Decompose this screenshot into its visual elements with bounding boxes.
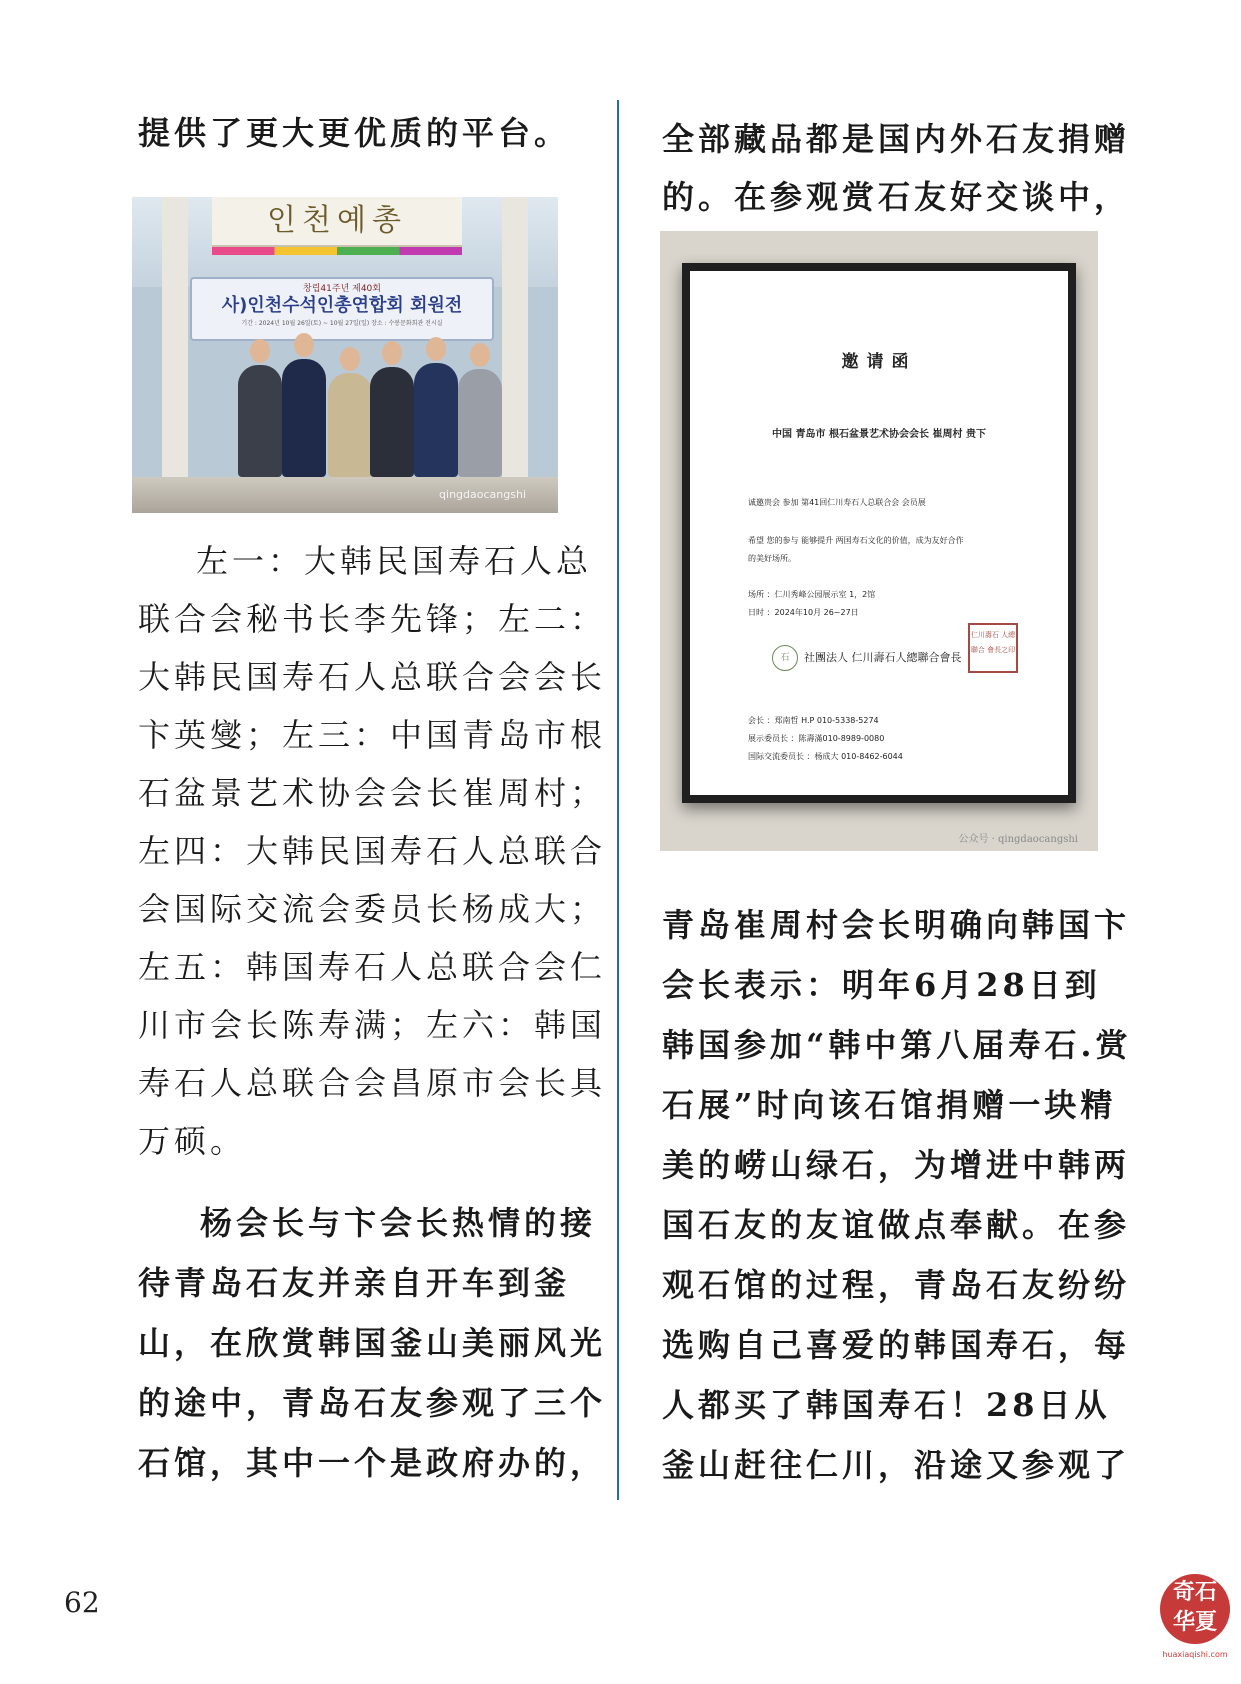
column-divider xyxy=(617,100,619,1500)
invitation-watermark: 公众号 · qingdaocangshi xyxy=(958,834,1078,845)
paragraph-line: 的。在参观赏石友好交谈中， xyxy=(662,178,1131,216)
paragraph-line: 国石友的友谊做点奉献。在参 xyxy=(662,1206,1131,1244)
caption-line: 联合会秘书长李先锋；左二： xyxy=(138,600,607,638)
invitation-addressee: 中国 青岛市 根石盆景艺术协会会长 崔周村 贵下 xyxy=(772,429,986,440)
picture-frame xyxy=(682,263,1076,803)
photo-watermark: qingdaocangshi xyxy=(439,488,526,501)
paragraph-line: 美的崂山绿石，为增进中韩两 xyxy=(662,1146,1131,1184)
stamp-bottom-text: 华夏 xyxy=(1172,1610,1217,1635)
invitation-line: 诚邀贵会 参加 第41回仁川寿石人总联合会 会员展 xyxy=(748,498,926,507)
paragraph-line: 韩国参加“韩中第八届寿石.赏 xyxy=(662,1026,1132,1064)
building-sign: 인천예총 xyxy=(212,197,462,249)
invitation-title: 邀请函 xyxy=(841,352,917,372)
org-logo-icon: 石 xyxy=(772,645,798,671)
group-photo xyxy=(132,197,558,513)
exhibition-banner xyxy=(190,277,494,341)
site-logo-stamp xyxy=(1160,1574,1230,1666)
paragraph-line: 观石馆的过程，青岛石友纷纷 xyxy=(662,1266,1131,1304)
paragraph-line: 待青岛石友并亲自开车到釜 xyxy=(138,1264,571,1302)
paragraph-line: 石馆，其中一个是政府办的， xyxy=(138,1444,607,1482)
paragraph-line: 会长表示：明年6月28日到 xyxy=(662,966,1101,1004)
paragraph-line: 的途中，青岛石友参观了三个 xyxy=(138,1384,607,1422)
paragraph-line: 全部藏品都是国内外石友捐赠 xyxy=(662,120,1131,158)
caption-line: 万硕。 xyxy=(138,1122,247,1160)
stamp-url: huaxiaqishi.com xyxy=(1162,1650,1228,1659)
stamp-top-text: 奇石 xyxy=(1172,1580,1217,1605)
page-number: 62 xyxy=(64,1586,100,1619)
red-seal-stamp: 仁川壽石 人總聯合 會長之印 xyxy=(968,623,1018,673)
paragraph-line: 选购自己喜爱的韩国寿石，每 xyxy=(662,1326,1131,1364)
caption-line: 左一：大韩民国寿石人总 xyxy=(196,542,593,580)
paragraph-line: 石展”时向该石馆捐赠一块精 xyxy=(662,1086,1117,1124)
paragraph-line: 人都买了韩国寿石！28日从 xyxy=(662,1386,1111,1424)
invitation-line: 希望 您的参与 能够提升 两国寿石文化的价值，成为友好合作 xyxy=(748,536,964,545)
invitation-venue: 场所 ：仁川秀峰公园展示室 1，2馆 xyxy=(748,590,876,599)
caption-line: 左四：大韩民国寿石人总联合 xyxy=(138,832,607,870)
left-intro: 提供了更大更优质的平台。 xyxy=(138,114,571,152)
caption-line: 会国际交流会委员长杨成大； xyxy=(138,890,607,928)
banner-info-text: 기간 : 2024년 10월 26일(토) ~ 10월 27일(일) 장소 : 수봉문화회관 전시실 xyxy=(241,320,443,327)
invitation-contact: 国际交流委员长 ：杨成大 010-8462-6044 xyxy=(748,752,903,761)
paragraph-line: 釜山赶往仁川，沿途又参观了 xyxy=(662,1446,1131,1484)
caption-line: 寿石人总联合会昌原市会长具 xyxy=(138,1064,607,1102)
paragraph-line: 山，在欣赏韩国釜山美丽风光 xyxy=(138,1324,607,1362)
caption-line: 川市会长陈寿满；左六：韩国 xyxy=(138,1006,607,1044)
invitation-letter-photo xyxy=(660,231,1098,851)
invitation-contact: 会长 ：郑南哲 H.P 010-5338-5274 xyxy=(748,716,879,725)
invitation-contact: 展示委员长 ：陈壽滿010-8989-0080 xyxy=(748,734,885,743)
paragraph-line: 青岛崔周村会长明确向韩国卞 xyxy=(662,906,1131,944)
caption-line: 大韩民国寿石人总联合会会长 xyxy=(138,658,607,696)
paragraph-line: 杨会长与卞会长热情的接 xyxy=(200,1204,597,1242)
banner-main-text: 사)인천수석인총연합회 회원전 xyxy=(221,295,463,316)
invitation-date: 日时 ：2024年10月 26~27日 xyxy=(748,608,859,617)
caption-line: 左五：韩国寿石人总联合会仁 xyxy=(138,948,607,986)
caption-line: 石盆景艺术协会会长崔周村； xyxy=(138,774,607,812)
invitation-line: 的美好场所。 xyxy=(748,554,796,563)
caption-line: 卞英燮；左三：中国青岛市根 xyxy=(138,716,607,754)
banner-small-text: 창립41주년 제40회 xyxy=(303,284,381,294)
invitation-org: 社團法人 仁川壽石人總聯合會長 xyxy=(804,651,962,664)
